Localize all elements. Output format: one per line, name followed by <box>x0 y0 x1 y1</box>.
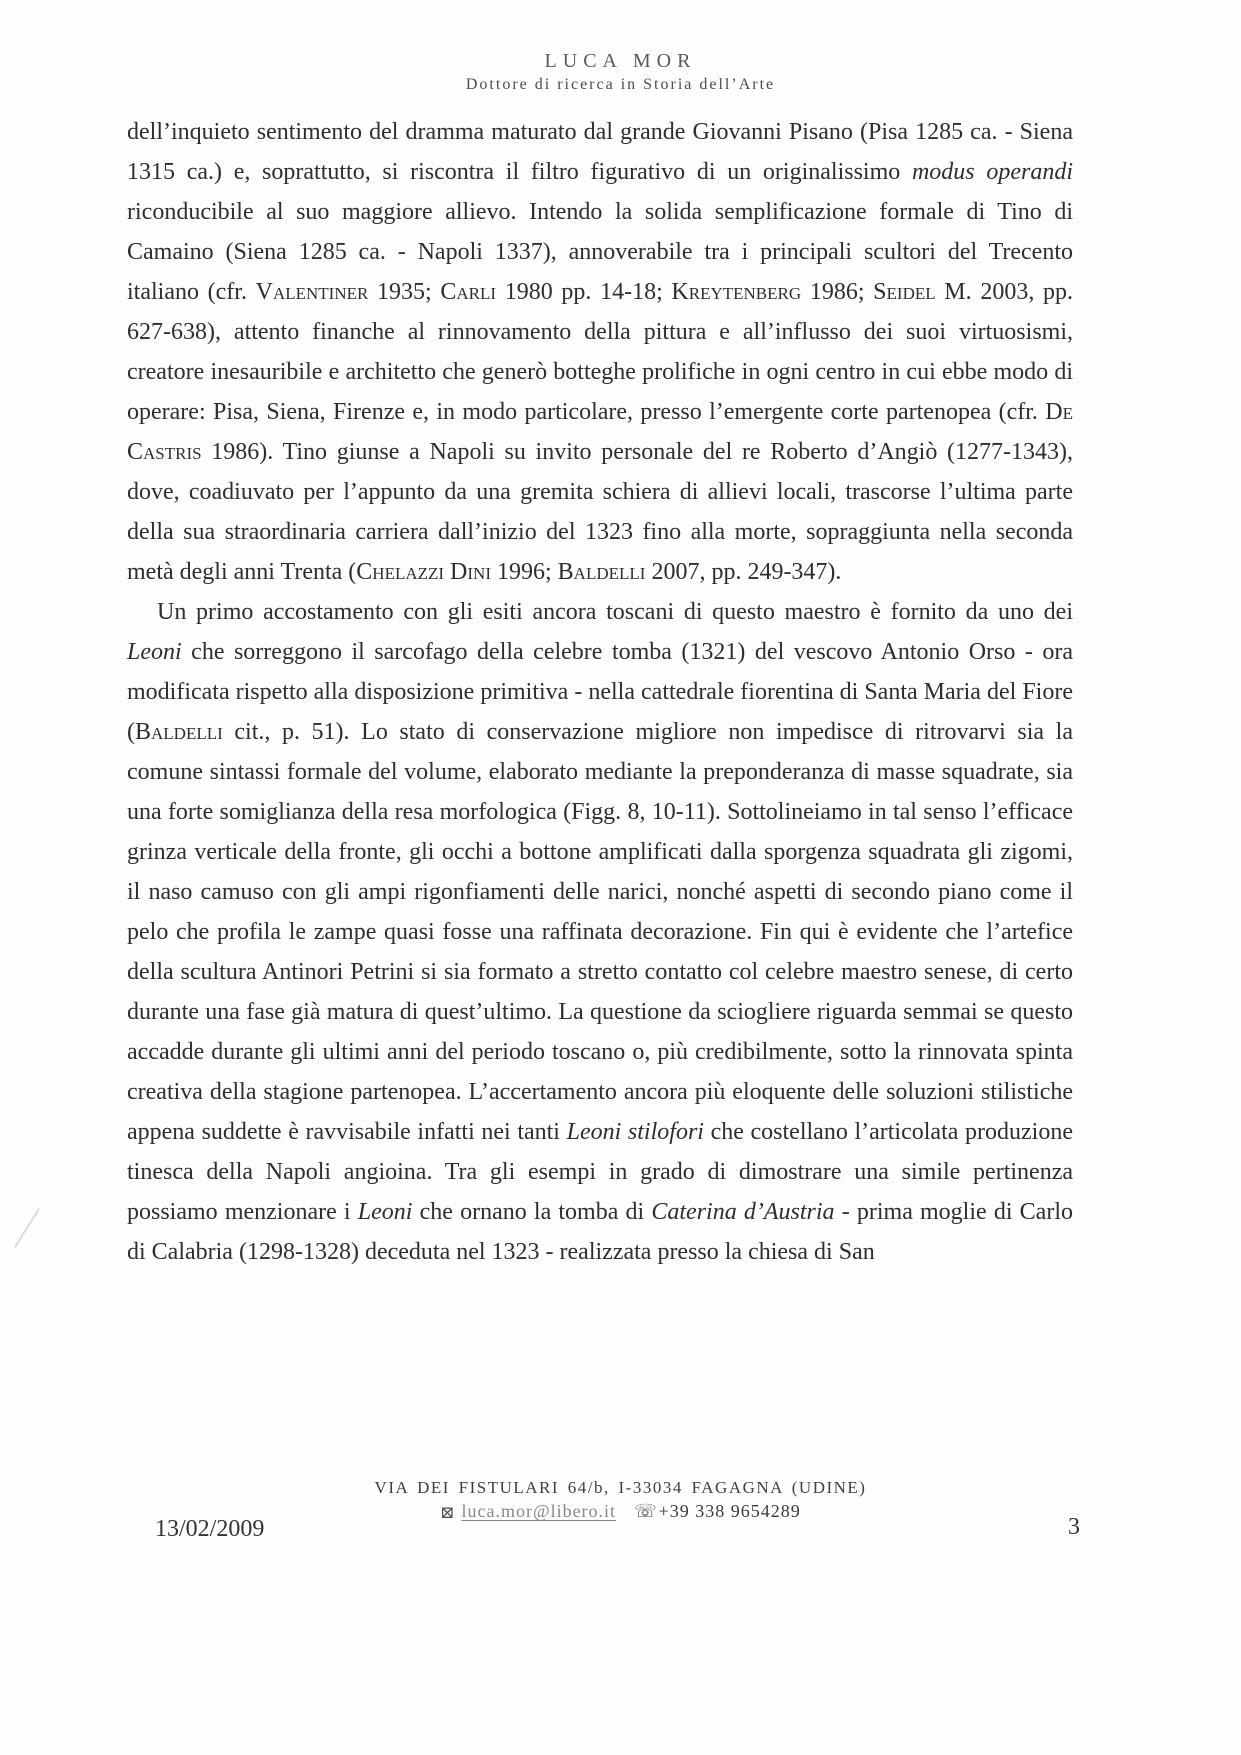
text-segment-smallcaps: Baldelli <box>135 719 223 745</box>
text-segment: 1996; <box>491 559 558 585</box>
text-segment: che costellano l’articolata produzione tinesca della Napoli angioina. Tra gli esempi in grado di dimostrare una simile pertinenza possiamo menzionare i <box>127 1119 1073 1225</box>
text-segment-italic: modus operandi <box>911 159 1073 185</box>
author-name: LUCA MOR <box>544 50 697 72</box>
text-segment-italic: Leoni <box>357 1199 413 1225</box>
paragraph <box>127 112 1073 592</box>
text-segment: 2007, pp. 249-347). <box>645 559 842 585</box>
text-segment: 1986). Tino giunse a Napoli su invito personale del re Roberto d’Angiò (1277-1343), dove, coadiuvato per l’appunto da una gremita schiera di allievi locali, trascorse l’ultima parte della sua straordinaria carriera dall’inizio del 1323 fino alla morte, sopraggiunta nella seconda metà degli anni Trenta ( <box>127 439 1073 585</box>
paragraph <box>127 592 1073 1272</box>
text-segment-smallcaps: Valentiner <box>255 279 369 305</box>
phone-number: +39 338 9654289 <box>658 1501 801 1521</box>
footer-address: VIA DEI FISTULARI 64/b, I-33034 FAGAGNA (UDINE) <box>374 1478 867 1497</box>
telephone-icon: ☏ <box>634 1501 657 1521</box>
text-segment: - prima moglie di Carlo di Calabria (1298-1328) deceduta nel 1323 - realizzata presso la chiesa di San <box>127 1199 1073 1265</box>
text-segment: 1935; <box>368 279 441 305</box>
text-segment-italic: Leoni <box>127 639 182 665</box>
text-segment-italic: Leoni stilofori <box>566 1119 704 1145</box>
text-segment: Un primo accostamento con gli esiti ancora toscani di questo maestro è fornito da uno dei <box>157 599 1073 625</box>
text-segment: 1986; <box>801 279 874 305</box>
text-segment-smallcaps: Baldelli <box>557 559 646 585</box>
document-body <box>127 112 1073 1272</box>
text-segment: 1980 pp. 14-18; <box>496 279 672 305</box>
text-segment: M. 2003, pp. 627-638), attento finanche al rinnovamento della pittura e all’influsso dei suoi virtuosismi, creatore inesauribile e architetto che generò botteghe prolifiche in ogni centro in cui ebbe modo di operare: Pisa, Siena, Firenze e, in modo particolare, presso l’emergente corte partenopea (cfr. <box>127 279 1073 425</box>
author-title: Dottore di ricerca in Storia dell’Arte <box>465 76 776 93</box>
text-segment-smallcaps: De Castris <box>127 399 1073 465</box>
text-segment: che ornano la tomba di <box>412 1199 652 1225</box>
text-segment-smallcaps: Seidel <box>873 279 936 305</box>
text-segment: dell’inquieto sentimento del dramma maturato dal grande Giovanni Pisano (Pisa 1285 ca. - Siena 1315 ca.) e, soprattutto, si riscontra il filtro figurativo di un originalissimo <box>127 119 1073 185</box>
email-link: luca.mor@libero.it <box>461 1501 617 1521</box>
text-segment-smallcaps: Chelazzi Dini <box>356 559 491 585</box>
text-segment-smallcaps: Kreytenberg <box>671 279 802 305</box>
text-segment-smallcaps: Carli <box>440 279 497 305</box>
text-segment: cit., p. 51). Lo stato di conservazione migliore non impedisce di ritrovarvi sia la comune sintassi formale del volume, elaborato mediante la preponderanza di masse squadrate, sia una forte somiglianza della resa morfologica (Figg. 8, 10-11). Sottolineiamo in tal senso l’efficace grinza verticale della fronte, gli occhi a bottone amplificati dalla sporgenza squadrata gli zigomi, il naso camuso con gli ampi rigonfiamenti delle narici, nonché aspetti di secondo piano come il pelo che profila le zampe quasi fosse una raffinata decorazione. Fin qui è evidente che l’artefice della scultura Antinori Petrini si sia formato a stretto contatto col celebre maestro senese, di certo durante una fase già matura di quest’ultimo. La questione da sciogliere riguarda semmai se questo accadde durante gli ultimi anni del periodo toscano o, più credibilmente, sotto la rinnovata spinta creativa della stagione partenopea. L’accertamento ancora più eloquente delle soluzioni stilistiche appena suddette è ravvisabile infatti nei tanti <box>127 719 1073 1145</box>
document-date: 13/02/2009 <box>155 1516 265 1542</box>
text-segment: riconducibile al suo maggiore allievo. Intendo la solida semplificazione formale di Tino di Camaino (Siena 1285 ca. - Napoli 1337), annoverabile tra i principali scultori del Trecento italiano (cfr. <box>127 199 1073 305</box>
scan-artifact <box>14 1208 40 1248</box>
letterhead <box>0 0 1241 94</box>
page-number: 3 <box>1068 1514 1080 1540</box>
text-segment-italic: Caterina d’Austria <box>651 1199 835 1225</box>
envelope-icon: ⊠ <box>440 1503 455 1522</box>
text-segment: che sorreggono il sarcofago della celebre tomba (1321) del vescovo Antonio Orso - ora modificata rispetto alla disposizione primitiva - nella cattedrale fiorentina di Santa Maria del Fiore ( <box>127 639 1073 745</box>
